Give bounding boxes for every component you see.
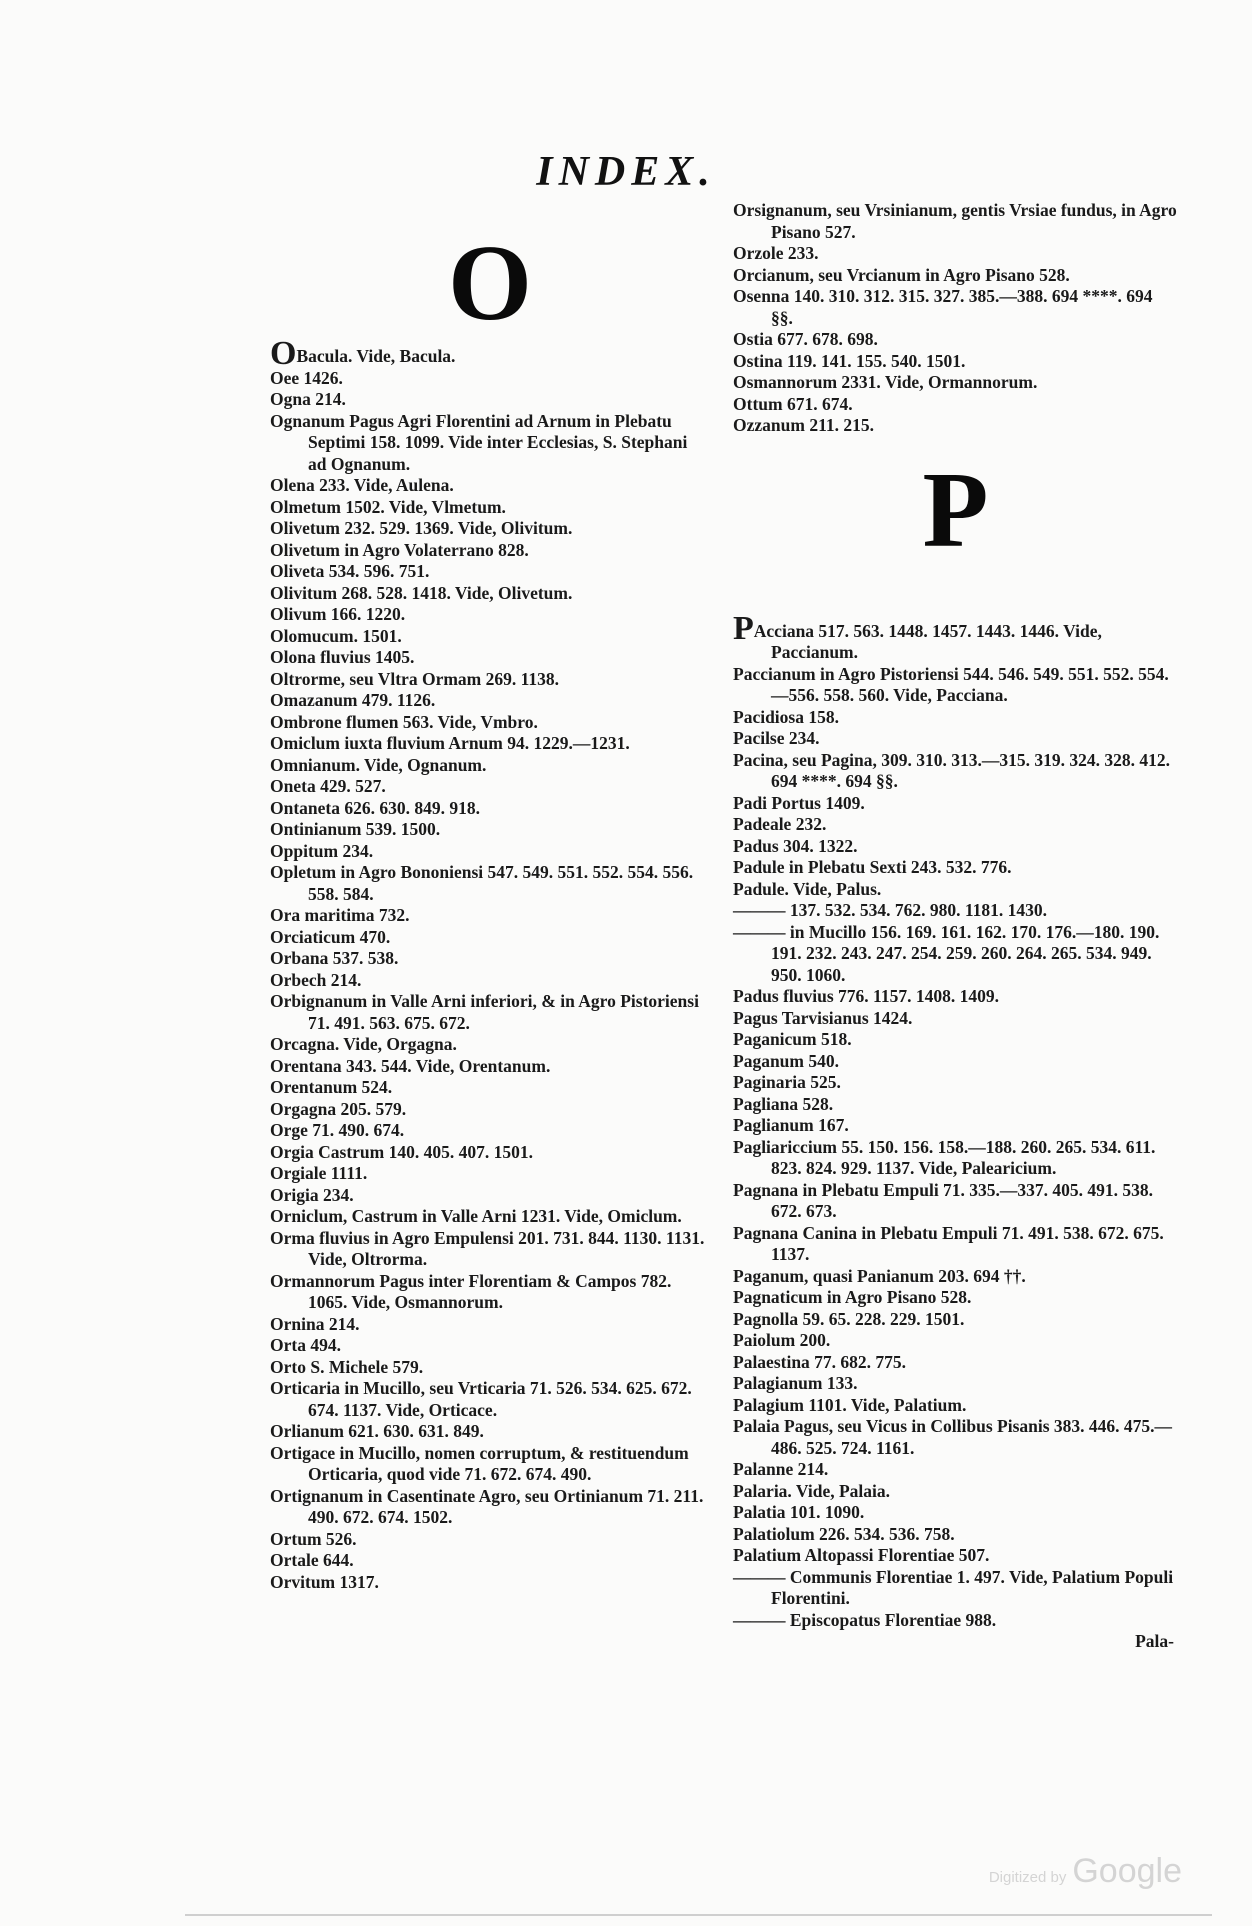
entry-list-right-top [733, 200, 1178, 437]
index-entry [270, 335, 710, 372]
entry-text: Oliveta 534. 596. 751. [270, 561, 430, 581]
index-entry [270, 497, 710, 519]
entry-text: Ontaneta 626. 630. 849. 918. [270, 797, 480, 818]
index-entry [733, 922, 1178, 987]
entry-text: Ozzanum 211. 215. [733, 415, 874, 435]
index-entry [733, 1330, 1178, 1352]
index-entry [270, 1034, 710, 1056]
entry-text: Olmetum 1502. Vide, Vlmetum. [270, 496, 506, 517]
index-entry [733, 664, 1178, 707]
index-entry [270, 368, 710, 390]
entry-text: Orciaticum 470. [270, 926, 391, 947]
entry-text: Pagus Tarvisianus 1424. [733, 1007, 913, 1028]
index-entry [733, 1137, 1178, 1180]
entry-text: Padule in Plebatu Sexti 243. 532. 776. [733, 857, 1012, 877]
entry-text: Palatia 101. 1090. [733, 1502, 865, 1522]
index-entry [733, 728, 1178, 750]
entry-text: Orlianum 621. 630. 631. 849. [270, 1421, 484, 1441]
index-entry [270, 475, 710, 497]
index-entry [733, 609, 1178, 664]
index-entry [270, 927, 710, 949]
index-entry [733, 1610, 1178, 1632]
index-entry [733, 836, 1178, 858]
entry-text: Orzole 233. [733, 243, 819, 263]
entry-text: Ortale 644. [270, 1550, 354, 1570]
index-entry [733, 1180, 1178, 1223]
entry-text: ——— 137. 532. 534. 762. 980. 1181. 1430. [733, 900, 1048, 920]
index-entry [270, 1572, 710, 1594]
index-entry [733, 1502, 1178, 1524]
index-entry [733, 351, 1178, 373]
index-entry [733, 1029, 1178, 1051]
index-entry [733, 372, 1178, 394]
entry-text: Orgia Castrum 140. 405. 407. 1501. [270, 1141, 533, 1162]
index-entry [270, 1486, 710, 1529]
entry-text: Orbana 537. 538. [270, 948, 399, 968]
index-entry [270, 1077, 710, 1099]
entry-text: Olivetum 232. 529. 1369. Vide, Olivitum. [270, 518, 573, 538]
entry-text: ——— Episcopatus Florentiae 988. [733, 1609, 997, 1630]
entry-text: Ostina 119. 141. 155. 540. 1501. [733, 350, 966, 371]
index-entry [733, 986, 1178, 1008]
entry-text: Ognanum Pagus Agri Florentini ad Arnum in Plebatu Septimi 158. 1099. Vide inter Ecclesias, S. Stephani ad Ognanum. [270, 410, 688, 474]
entry-text: Orto S. Michele 579. [270, 1356, 424, 1377]
spacer [733, 575, 1178, 615]
index-entry [733, 879, 1178, 901]
entry-text: Orgagna 205. 579. [270, 1098, 407, 1119]
section-letter-o: O [447, 224, 532, 343]
index-entry [733, 200, 1178, 243]
entry-text: ——— in Mucillo 156. 169. 161. 162. 170. 176.—180. 190. 191. 232. 243. 247. 254. 259. 260. 264. 265. 534. 949. 950. 1060. [733, 921, 1160, 985]
index-entry [270, 1142, 710, 1164]
entry-text: Palaia Pagus, seu Vicus in Collibus Pisanis 383. 446. 475.—486. 525. 724. 1161. [733, 1416, 1173, 1458]
index-entry [270, 690, 710, 712]
index-entry [270, 518, 710, 540]
index-entry [270, 755, 710, 777]
index-entry [270, 1120, 710, 1142]
index-entry [270, 1099, 710, 1121]
index-entry [733, 1545, 1178, 1567]
index-entry [270, 583, 710, 605]
index-entry [270, 1529, 710, 1551]
index-entry [270, 626, 710, 648]
entry-text: Ormannorum Pagus inter Florentiam & Campos 782. 1065. Vide, Osmannorum. [270, 1270, 672, 1312]
index-entry [270, 1271, 710, 1314]
entry-text: Paiolum 200. [733, 1330, 831, 1350]
index-entry [270, 733, 710, 755]
entry-text: Olivetum in Agro Volaterrano 828. [270, 539, 529, 560]
index-entry [270, 1163, 710, 1185]
entry-text: Orcianum, seu Vrcianum in Agro Pisano 528. [733, 264, 1070, 285]
index-entry [270, 1185, 710, 1207]
entry-text: Padi Portus 1409. [733, 792, 865, 813]
watermark-prefix: Digitized by [988, 1869, 1067, 1886]
entry-text: Padus fluvius 776. 1157. 1408. 1409. [733, 986, 999, 1006]
index-entry [270, 970, 710, 992]
entry-text: Padeale 232. [733, 814, 827, 834]
index-entry [270, 411, 710, 476]
entry-text: Pacidiosa 158. [733, 706, 839, 727]
entry-text: Orniclum, Castrum in Valle Arni 1231. Vide, Omiclum. [270, 1206, 682, 1226]
index-entry [733, 1094, 1178, 1116]
entry-text: Pagnana Canina in Plebatu Empuli 71. 491. 538. 672. 675. 1137. [733, 1222, 1164, 1264]
index-entry [270, 841, 710, 863]
index-entry [733, 1481, 1178, 1503]
entry-text: Orsignanum, seu Vrsinianum, gentis Vrsiae fundus, in Agro Pisano 527. [733, 200, 1177, 242]
index-entry [270, 389, 710, 411]
entry-text: Palagianum 133. [733, 1373, 858, 1393]
entry-text: Palatiolum 226. 534. 536. 758. [733, 1523, 955, 1544]
entry-text: Orcagna. Vide, Orgagna. [270, 1034, 457, 1054]
entry-text: Bacula. Vide, Bacula. [296, 346, 456, 366]
entry-text: Olena 233. Vide, Aulena. [270, 475, 454, 495]
index-entry [733, 394, 1178, 416]
entry-text: Ora maritima 732. [270, 905, 410, 925]
catchword: Pala- [1135, 1631, 1174, 1651]
index-entry [733, 286, 1178, 329]
index-entry [270, 776, 710, 798]
index-entry [270, 604, 710, 626]
index-entry [733, 1459, 1178, 1481]
entry-text: Paganum 540. [733, 1050, 839, 1071]
entry-text: Pagnana in Plebatu Empuli 71. 335.—337. 405. 491. 538. 672. 673. [733, 1179, 1154, 1221]
entry-list-right [733, 609, 1178, 1632]
entry-text: Olona fluvius 1405. [270, 647, 415, 667]
index-entry [270, 1314, 710, 1336]
watermark-brand: Google [1072, 1852, 1182, 1890]
entry-text: Ottum 671. 674. [733, 393, 853, 414]
entry-text: Oltrorme, seu Vltra Ormam 269. 1138. [270, 668, 560, 689]
index-entry [270, 712, 710, 734]
index-entry [270, 1421, 710, 1443]
index-entry [270, 1206, 710, 1228]
index-entry [733, 329, 1178, 351]
index-entry [733, 1373, 1178, 1395]
index-entry [270, 1228, 710, 1271]
left-column [270, 200, 710, 1593]
index-entry [270, 948, 710, 970]
index-entry [733, 793, 1178, 815]
scan-edge-line [185, 1914, 1212, 1916]
entry-text: Omnianum. Vide, Ognanum. [270, 754, 487, 775]
index-entry [733, 1416, 1178, 1459]
entry-text: Padule. Vide, Palus. [733, 878, 882, 899]
entry-text: Palaria. Vide, Palaia. [733, 1480, 891, 1501]
entry-text: Ortigace in Mucillo, nomen corruptum, & restituendum Orticaria, quod vide 71. 672. 674. 490. [270, 1442, 689, 1484]
index-entry [270, 647, 710, 669]
index-entry [733, 750, 1178, 793]
entry-text: Origia 234. [270, 1184, 354, 1205]
index-entry [270, 561, 710, 583]
entry-text: ——— Communis Florentiae 1. 497. Vide, Palatium Populi Florentini. [733, 1566, 1174, 1608]
entry-text: Orvitum 1317. [270, 1571, 379, 1592]
entry-list-left [270, 335, 710, 1593]
index-entry [270, 798, 710, 820]
entry-text: Acciana 517. 563. 1448. 1457. 1443. 1446. Vide, Paccianum. [753, 620, 1102, 662]
index-entry [270, 540, 710, 562]
index-entry [270, 1335, 710, 1357]
entry-text: Oneta 429. 527. [270, 776, 386, 796]
entry-text: Padus 304. 1322. [733, 835, 858, 856]
entry-text: Pacilse 234. [733, 728, 820, 748]
index-entry [270, 1056, 710, 1078]
right-column [733, 200, 1178, 1653]
entry-text: Ombrone flumen 563. Vide, Vmbro. [270, 711, 538, 732]
index-entry [733, 415, 1178, 437]
index-entry [733, 1115, 1178, 1137]
entry-text: Ornina 214. [270, 1313, 360, 1334]
entry-text: Ontinianum 539. 1500. [270, 819, 441, 839]
drop-cap: O [270, 335, 297, 372]
index-entry [270, 1443, 710, 1486]
entry-text: Ostia 677. 678. 698. [733, 329, 878, 349]
section-letter-p: P [922, 450, 989, 570]
entry-text: Orentana 343. 544. Vide, Orentanum. [270, 1055, 551, 1076]
digitized-watermark [989, 1852, 1182, 1891]
entry-text: Oppitum 234. [270, 840, 374, 861]
entry-text: Pagnaticum in Agro Pisano 528. [733, 1287, 972, 1307]
index-entry [270, 1550, 710, 1572]
entry-text: Pagliariccium 55. 150. 156. 158.—188. 260. 265. 534. 611. 823. 824. 929. 1137. Vide, Palearicium. [733, 1136, 1156, 1178]
entry-text: Paganum, quasi Panianum 203. 694 ††. [733, 1265, 1026, 1286]
index-entry [733, 1072, 1178, 1094]
index-entry [733, 707, 1178, 729]
entry-text: Olivitum 268. 528. 1418. Vide, Olivetum. [270, 582, 573, 603]
index-entry [733, 900, 1178, 922]
index-entry [733, 1352, 1178, 1374]
page-header: INDEX. [536, 149, 716, 195]
index-entry [733, 1051, 1178, 1073]
entry-text: Paginaria 525. [733, 1072, 841, 1092]
entry-text: Orta 494. [270, 1335, 341, 1355]
entry-text: Orticaria in Mucillo, seu Vrticaria 71. 526. 534. 625. 672. 674. 1137. Vide, Orticace. [270, 1378, 692, 1420]
entry-text: Orge 71. 490. 674. [270, 1120, 405, 1140]
entry-text: Orgiale 1111. [270, 1163, 368, 1183]
index-entry [733, 243, 1178, 265]
index-entry [270, 862, 710, 905]
index-entry [270, 905, 710, 927]
entry-text: Olomucum. 1501. [270, 625, 402, 646]
index-entry [733, 814, 1178, 836]
entry-text: Orma fluvius in Agro Empulensi 201. 731. 844. 1130. 1131. Vide, Oltrorma. [270, 1227, 705, 1269]
entry-text: Omiclum iuxta fluvium Arnum 94. 1229.—1231. [270, 733, 630, 753]
index-entry [733, 1008, 1178, 1030]
entry-text: Orbech 214. [270, 969, 362, 990]
entry-text: Paglianum 167. [733, 1115, 849, 1135]
index-entry [270, 1357, 710, 1379]
index-entry [733, 1567, 1178, 1610]
entry-text: Omazanum 479. 1126. [270, 690, 436, 710]
index-entry [733, 265, 1178, 287]
index-entry [270, 819, 710, 841]
index-entry [270, 991, 710, 1034]
entry-text: Palagium 1101. Vide, Palatium. [733, 1394, 967, 1415]
entry-text: Paccianum in Agro Pistoriensi 544. 546. 549. 551. 552. 554.—556. 558. 560. Vide, Pacciana. [733, 663, 1169, 705]
entry-text: Palanne 214. [733, 1459, 829, 1479]
entry-text: Palaestina 77. 682. 775. [733, 1351, 907, 1372]
index-entry [733, 1524, 1178, 1546]
entry-text: Palatium Altopassi Florentiae 507. [733, 1545, 990, 1565]
entry-text: Ortignanum in Casentinate Agro, seu Ortinianum 71. 211. 490. 672. 674. 1502. [270, 1485, 704, 1527]
entry-text: Pagnolla 59. 65. 228. 229. 1501. [733, 1308, 965, 1329]
index-entry [270, 1378, 710, 1421]
entry-text: Ogna 214. [270, 389, 346, 409]
index-entry [733, 1266, 1178, 1288]
index-entry [733, 1395, 1178, 1417]
index-entry [270, 669, 710, 691]
entry-text: Opletum in Agro Bononiensi 547. 549. 551. 552. 554. 556. 558. 584. [270, 862, 694, 904]
entry-text: Orentanum 524. [270, 1077, 393, 1097]
drop-cap: P [733, 609, 754, 647]
entry-text: Paganicum 518. [733, 1029, 852, 1049]
entry-text: Pacina, seu Pagina, 309. 310. 313.—315. 319. 324. 328. 412. 694 ****. 694 §§. [733, 749, 1171, 791]
entry-text: Osenna 140. 310. 312. 315. 327. 385.—388. 694 ****. 694 §§. [733, 286, 1153, 328]
entry-text: Osmannorum 2331. Vide, Ormannorum. [733, 372, 1038, 392]
entry-text: Oee 1426. [270, 367, 343, 388]
index-entry [733, 857, 1178, 879]
entry-text: Orbignanum in Valle Arni inferiori, & in Agro Pistoriensi 71. 491. 563. 675. 672. [270, 991, 699, 1033]
index-entry [733, 1287, 1178, 1309]
entry-text: Ortum 526. [270, 1528, 357, 1549]
entry-text: Pagliana 528. [733, 1093, 834, 1114]
index-entry [733, 1223, 1178, 1266]
index-entry [733, 1309, 1178, 1331]
entry-text: Olivum 166. 1220. [270, 604, 406, 624]
